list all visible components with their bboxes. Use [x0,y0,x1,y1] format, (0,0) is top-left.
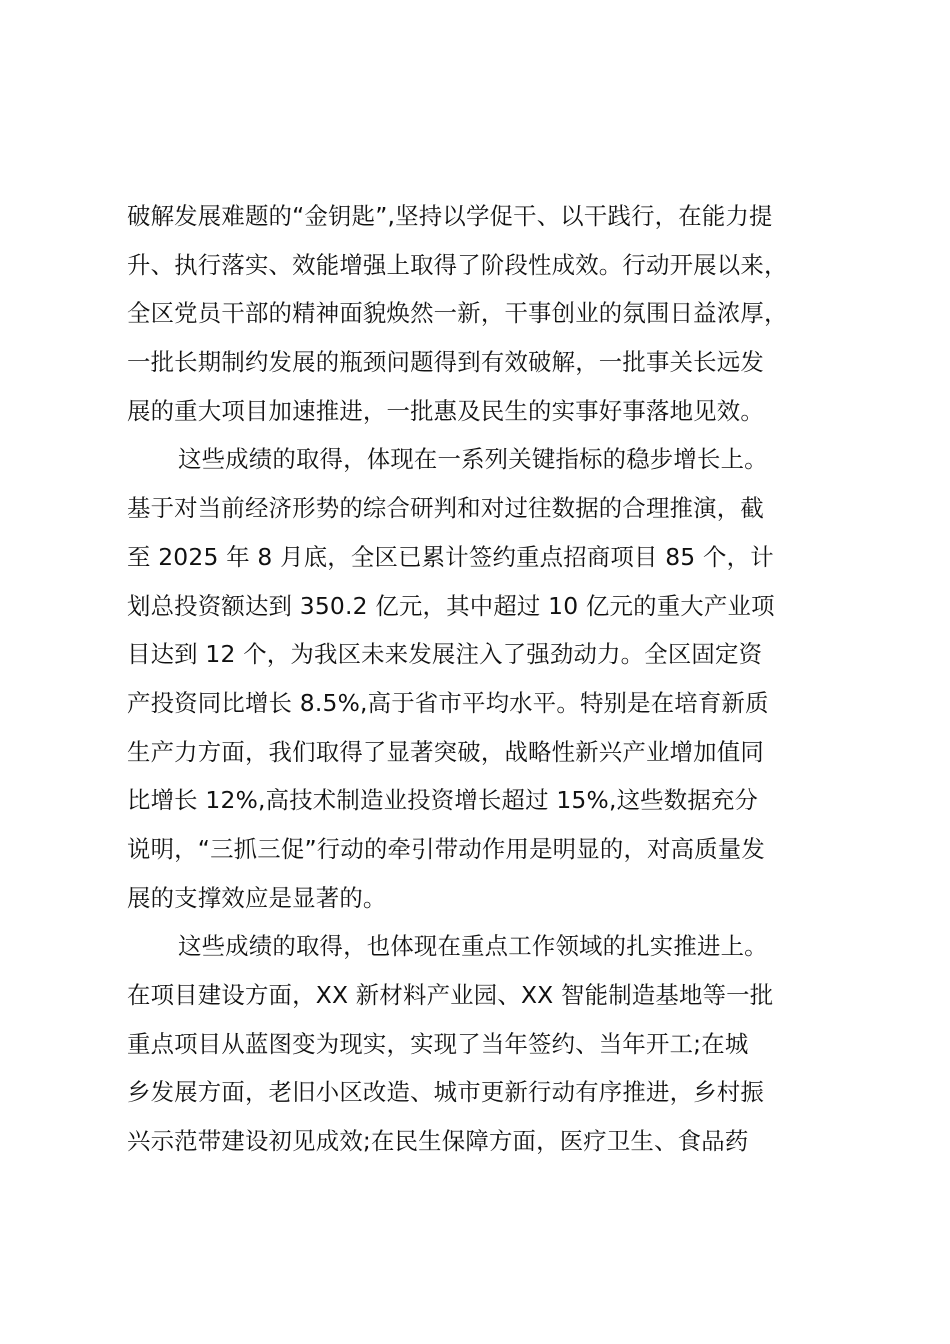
text-line: 基于对当前经济形势的综合研判和对过往数据的合理推演，截 [127,494,764,523]
text-line: 展的重大项目加速推进，一批惠及民生的实事好事落地见效。 [127,396,764,425]
text-line: 比增长 12%,高技术制造业投资增长超过 15%,这些数据充分 [127,786,759,815]
text-line: 乡发展方面，老旧小区改造、城市更新行动有序推进，乡村振 [127,1078,764,1107]
paragraph-start-line: 这些成绩的取得，也体现在重点工作领域的扎实推进上。 [178,932,768,961]
text-line: 兴示范带建设初见成效;在民生保障方面，医疗卫生、食品药 [127,1127,749,1156]
text-line: 产投资同比增长 8.5%,高于省市平均水平。特别是在培育新质 [127,688,769,717]
text-line: 破解发展难题的“金钥匙”,坚持以学促干、以干践行，在能力提 [127,202,773,230]
text-line: 升、执行落实、效能增强上取得了阶段性成效。行动开展以来， [127,250,788,279]
text-line: 全区党员干部的精神面貌焕然一新，干事创业的氛围日益浓厚， [127,299,788,328]
text-line: 目达到 12 个，为我区未来发展注入了强劲动力。全区固定资 [127,640,763,669]
text-line: 展的支撑效应是显著的。 [127,883,387,912]
paragraph-start-line: 这些成绩的取得，体现在一系列关键指标的稳步增长上。 [178,445,768,474]
text-line: 说明，“三抓三促”行动的牵引带动作用是明显的，对高质量发 [127,834,765,863]
body-text [127,192,827,1166]
text-line: 至 2025 年 8 月底，全区已累计签约重点招商项目 85 个，计 [127,542,774,571]
text-line: 生产力方面，我们取得了显著突破，战略性新兴产业增加值同 [127,737,764,766]
text-line: 重点项目从蓝图变为现实，实现了当年签约、当年开工;在城 [127,1029,749,1058]
text-line: 一批长期制约发展的瓶颈问题得到有效破解，一批事关长远发 [127,348,764,377]
text-line: 在项目建设方面，XX 新材料产业园、XX 智能制造基地等一批 [127,981,774,1009]
text-line: 划总投资额达到 350.2 亿元，其中超过 10 亿元的重大产业项 [127,591,775,620]
